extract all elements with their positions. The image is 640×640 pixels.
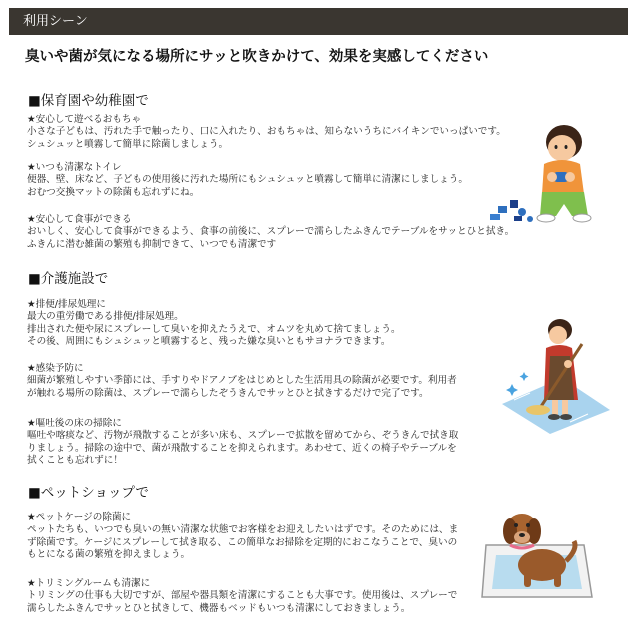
item-title: ★いつも清潔なトイレ: [27, 162, 122, 173]
section-heading-nursery: ■保育園や幼稚園で: [28, 93, 149, 109]
item-line: 濡らしたふきんでサッとひと拭きして、機器もベッドもいつも清潔にしておきましょう。: [27, 602, 411, 614]
item-line: シュシュッと噴霧して簡単に除菌しましょう。: [27, 138, 229, 150]
item-body: [27, 174, 487, 199]
item-line: 小さな子どもは、汚れた手で触ったり、口に入れたり、おもちゃは、知らないうちにバイキンでいっぱいです。: [27, 126, 506, 137]
pet-item-cage: [27, 512, 487, 562]
page-title: 臭いや菌が気になる場所にサッと吹きかけて、効果を実感してください: [25, 49, 489, 65]
item-line: 嘔吐や喀痰など、汚物が飛散することが多い床も、スプレーで拡散を留めてから、ぞうきんで拭き取: [27, 430, 459, 441]
item-body: [27, 311, 487, 349]
care-item-floor-cleaning: [27, 418, 487, 468]
section-heading-pet-shop: ■ペットショップで: [28, 485, 149, 501]
item-body: [27, 524, 487, 562]
item-line: おむつ交換マットの除菌も忘れずにね。: [27, 186, 200, 198]
item-line: おいしく、安心して食事ができるよう、食事の前後に、スプレーで濡らしたふきんでテーブルをサッとひと拭き。: [27, 226, 515, 237]
item-body: [27, 590, 487, 615]
item-body: [27, 126, 506, 151]
nursery-item-meals: [27, 214, 515, 251]
caregiver-cleaning-illustration: [500, 318, 612, 434]
item-line: トリミングの仕事も大切ですが、部屋や器具類を清潔にすることも大事です。使用後は、スプレーで: [27, 590, 458, 601]
item-title: ★排便/排尿処理に: [27, 299, 106, 310]
item-line: りましょう。掃除の途中で、菌が飛散することを抑えられます。あわせて、近くの椅子やテーブルを: [27, 442, 457, 454]
nursery-item-toys: [27, 114, 506, 151]
item-body: [27, 430, 487, 468]
item-line: 便器、壁、床など、子どもの使用後に汚れた場所にもシュシュッと噴霧して簡単に清潔にしましょう。: [27, 174, 468, 185]
item-line: ず除菌です。ケージにスプレーして拭き取る、この簡単なお掃除を定期的におこなうことで、臭いの: [27, 536, 458, 548]
pet-item-trimming-room: [27, 578, 487, 615]
item-line: その後、周囲にもシュシュッと噴霧すると、残った嫌な臭いともサヨナラできます。: [27, 336, 391, 347]
item-line: 細菌が繁殖しやすい季節には、手すりやドアノブをはじめとした生活用具の除菌が必要です。利用者: [27, 375, 457, 386]
care-item-infection: [27, 363, 487, 400]
item-title: ★トリミングルームも清潔に: [27, 578, 151, 589]
item-title: ★嘔吐後の床の掃除に: [27, 418, 122, 429]
section-heading-care-facility: ■介護施設で: [28, 271, 109, 287]
item-title: ★感染予防に: [27, 363, 84, 374]
child-playing-illustration: [484, 120, 600, 232]
item-title: ★安心して遊べるおもちゃ: [27, 114, 142, 125]
item-line: 拭くことも忘れずに！: [27, 455, 123, 466]
item-body: [27, 375, 487, 400]
item-line: ふきんに潜む雑菌の繁殖も抑制できて、いつでも清潔です: [27, 238, 277, 250]
item-line: が触れる場所の除菌は、スプレーで濡らしたぞうきんでサッとひと拭きするだけで完了です。: [27, 387, 429, 399]
item-line: 最大の重労働である排便/排尿処理。: [27, 311, 184, 322]
dog-in-cage-illustration: [480, 505, 596, 605]
item-line: 排出された便や尿にスプレーして臭いを抑えたうえで、オムツを丸めて捨てましょう。: [27, 323, 401, 335]
item-body: [27, 226, 515, 251]
nursery-item-toilet: [27, 162, 487, 199]
item-title: ★ペットケージの除菌に: [27, 512, 132, 523]
item-title: ★安心して食事ができる: [27, 214, 132, 225]
section-header-label: 利用シーン: [23, 14, 88, 29]
item-line: もとになる菌の繁殖を抑えましょう。: [27, 549, 191, 560]
item-line: ペットたちも、いつでも臭いの無い清潔な状態でお客様をお迎えしたいはずです。そのためには、ま: [27, 524, 459, 535]
section-header-bar: [9, 8, 628, 35]
care-item-excretion: [27, 299, 487, 349]
